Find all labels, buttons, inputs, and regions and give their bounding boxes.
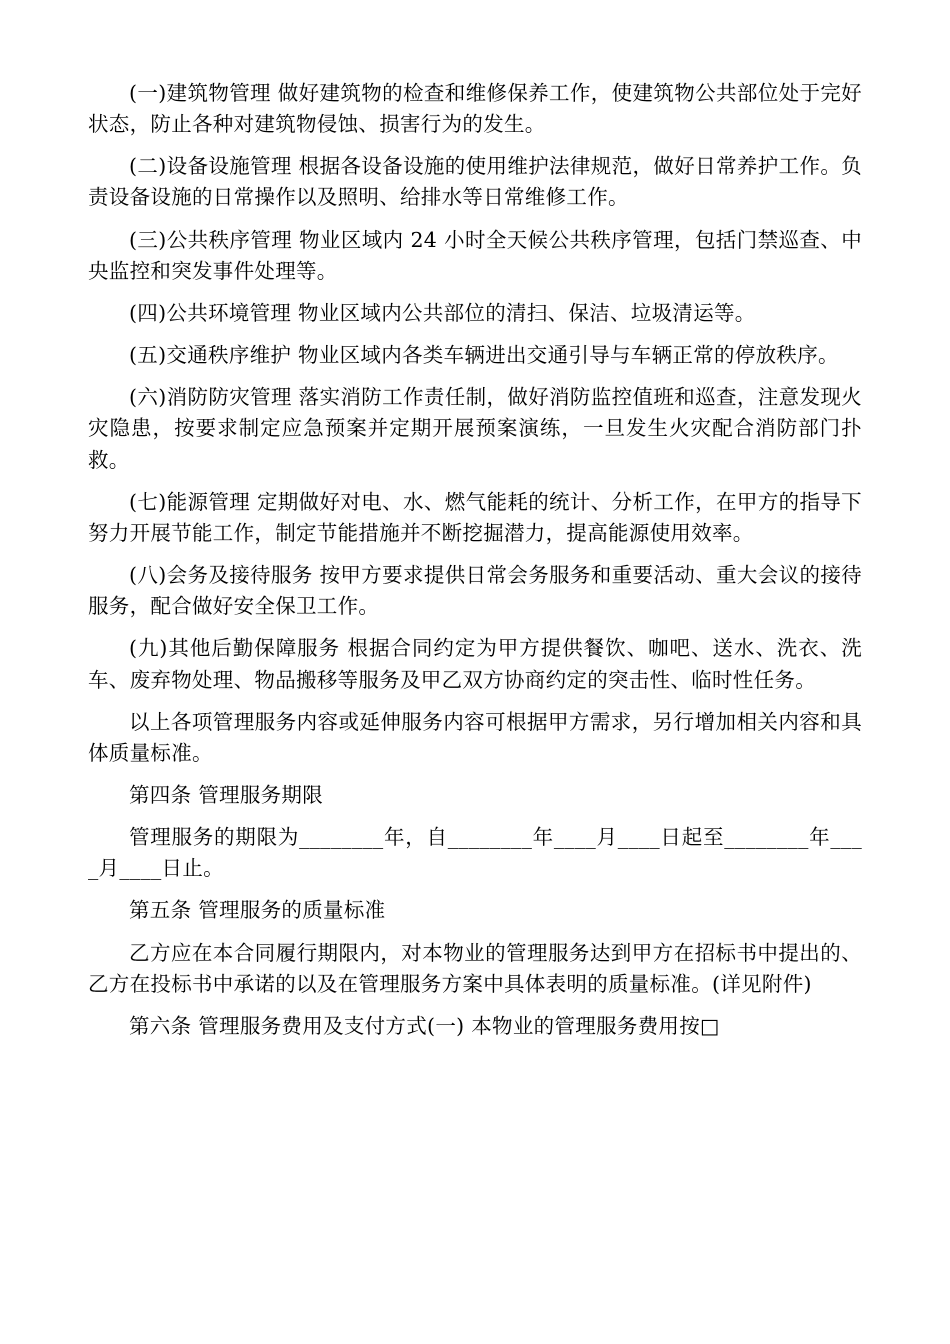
paragraph-building-management: (一)建筑物管理 做好建筑物的检查和维修保养工作，使建筑物公共部位处于完好状态，防止各种对建筑物侵蚀、损害行为的发生。 [88,81,862,137]
heading-article-four: 第四条 管理服务期限 [129,782,324,807]
paragraph-other-logistics-service: (九)其他后勤保障服务 根据合同约定为甲方提供餐饮、咖吧、送水、洗衣、洗车、废弃物处理、物品搬移等服务及甲乙双方协商约定的突击性、临时性任务。 [88,636,862,692]
heading-article-five: 第五条 管理服务的质量标准 [129,898,386,923]
paragraph-public-environment-management: (四)公共环境管理 物业区域内公共部位的清扫、保洁、垃圾清运等。 [129,300,756,325]
paragraph-additional-services-note: 以上各项管理服务内容或延伸服务内容可根据甲方需求，另行增加相关内容和具体质量标准。 [88,709,862,765]
paragraph-meeting-reception-service: (八)会务及接待服务 按甲方要求提供日常会务服务和重要活动、重大会议的接待服务，配合做好安全保卫工作。 [88,563,862,619]
paragraph-quality-standard: 乙方应在本合同履行期限内，对本物业的管理服务达到甲方在招标书中提出的、乙方在投标书中承诺的以及在管理服务方案中具体表明的质量标准。(详见附件) [88,940,862,996]
paragraph-traffic-order-maintenance: (五)交通秩序维护 物业区域内各类车辆进出交通引导与车辆正常的停放秩序。 [129,343,839,368]
document-body [88,78,862,1042]
paragraph-public-order-management: (三)公共秩序管理 物业区域内 24 小时全天候公共秩序管理，包括门禁巡查、中央监控和突发事件处理等。 [88,227,862,283]
paragraph-service-term-blanks: 管理服务的期限为________年，自________年____月____日起至________年____月____日止。 [88,825,862,881]
heading-article-six: 第六条 管理服务费用及支付方式(一) 本物业的管理服务费用按□ [129,1013,720,1038]
paragraph-energy-management: (七)能源管理 定期做好对电、水、燃气能耗的统计、分析工作，在甲方的指导下努力开展节能工作，制定节能措施并不断挖掘潜力，提高能源使用效率。 [88,489,862,545]
paragraph-equipment-management: (二)设备设施管理 根据各设备设施的使用维护法律规范，做好日常养护工作。负责设备设施的日常操作以及照明、给排水等日常维修工作。 [88,154,862,210]
paragraph-fire-disaster-management: (六)消防防灾管理 落实消防工作责任制，做好消防监控值班和巡查，注意发现火灾隐患，按要求制定应急预案并定期开展预案演练，一旦发生火灾配合消防部门扑救。 [88,385,862,472]
